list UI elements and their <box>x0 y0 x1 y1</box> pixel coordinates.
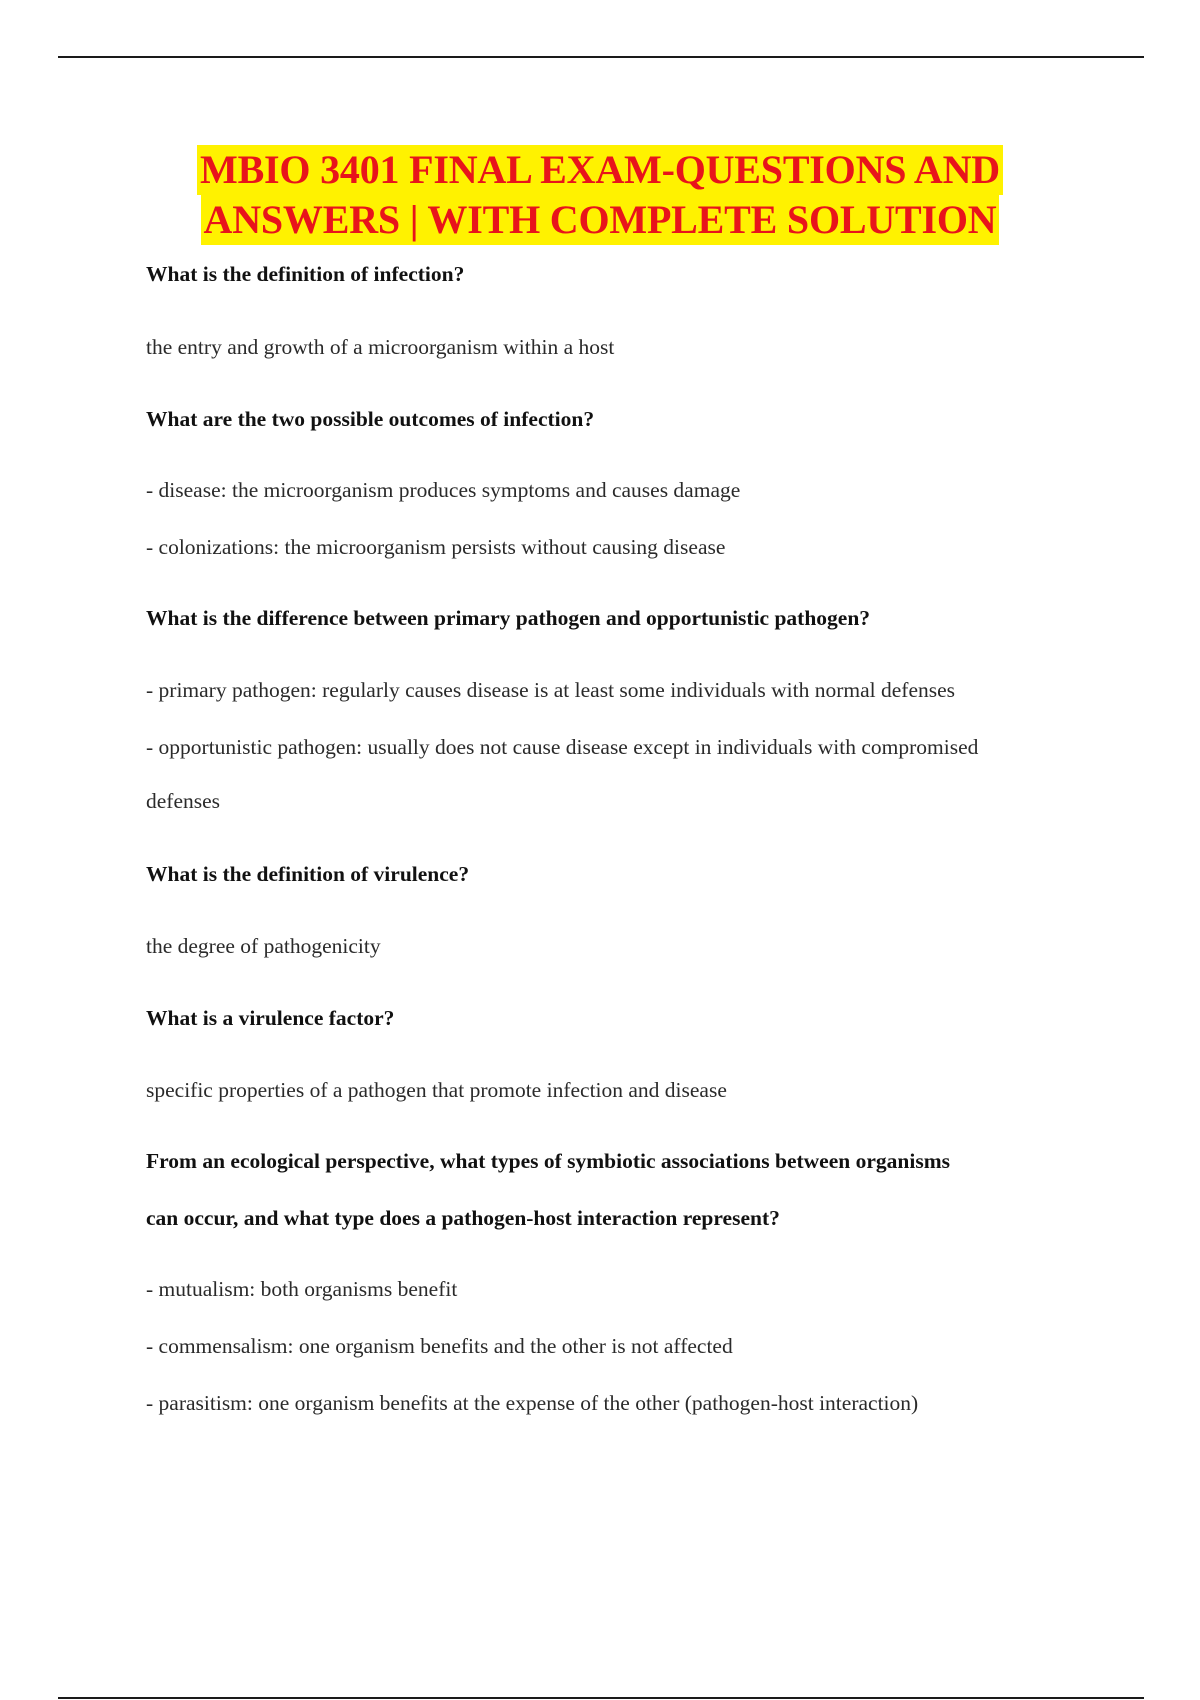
question-1: What is the definition of infection? <box>146 262 465 286</box>
question-6-line-2: can occur, and what type does a pathogen-host interaction represent? <box>146 1206 780 1230</box>
question-6-line-1: From an ecological perspective, what types of symbiotic associations between organisms <box>146 1149 950 1173</box>
answer-5: specific properties of a pathogen that promote infection and disease <box>146 1078 727 1102</box>
top-rule <box>58 56 1144 58</box>
answer-4: the degree of pathogenicity <box>146 934 381 958</box>
answer-6-line-1: - mutualism: both organisms benefit <box>146 1277 458 1301</box>
answer-3-line-2: - opportunistic pathogen: usually does not cause disease except in individuals with compromised <box>146 735 979 759</box>
question-2: What are the two possible outcomes of infection? <box>146 407 595 431</box>
question-5: What is a virulence factor? <box>146 1006 395 1030</box>
question-3: What is the difference between primary pathogen and opportunistic pathogen? <box>146 606 871 630</box>
title-line-1: MBIO 3401 FINAL EXAM-QUESTIONS AND <box>197 145 1003 195</box>
answer-3-line-3: defenses <box>146 789 221 813</box>
answer-1: the entry and growth of a microorganism within a host <box>146 335 615 359</box>
bottom-rule <box>58 1697 1144 1699</box>
document-title <box>0 145 1200 245</box>
title-line-2: ANSWERS | WITH COMPLETE SOLUTION <box>201 195 1000 245</box>
answer-2-line-2: - colonizations: the microorganism persists without causing disease <box>146 535 726 559</box>
answer-3-line-1: - primary pathogen: regularly causes disease is at least some individuals with normal defenses <box>146 678 956 702</box>
answer-6-line-3: - parasitism: one organism benefits at the expense of the other (pathogen-host interaction) <box>146 1391 919 1415</box>
answer-6-line-2: - commensalism: one organism benefits and the other is not affected <box>146 1334 733 1358</box>
question-4: What is the definition of virulence? <box>146 862 470 886</box>
answer-2-line-1: - disease: the microorganism produces symptoms and causes damage <box>146 478 741 502</box>
